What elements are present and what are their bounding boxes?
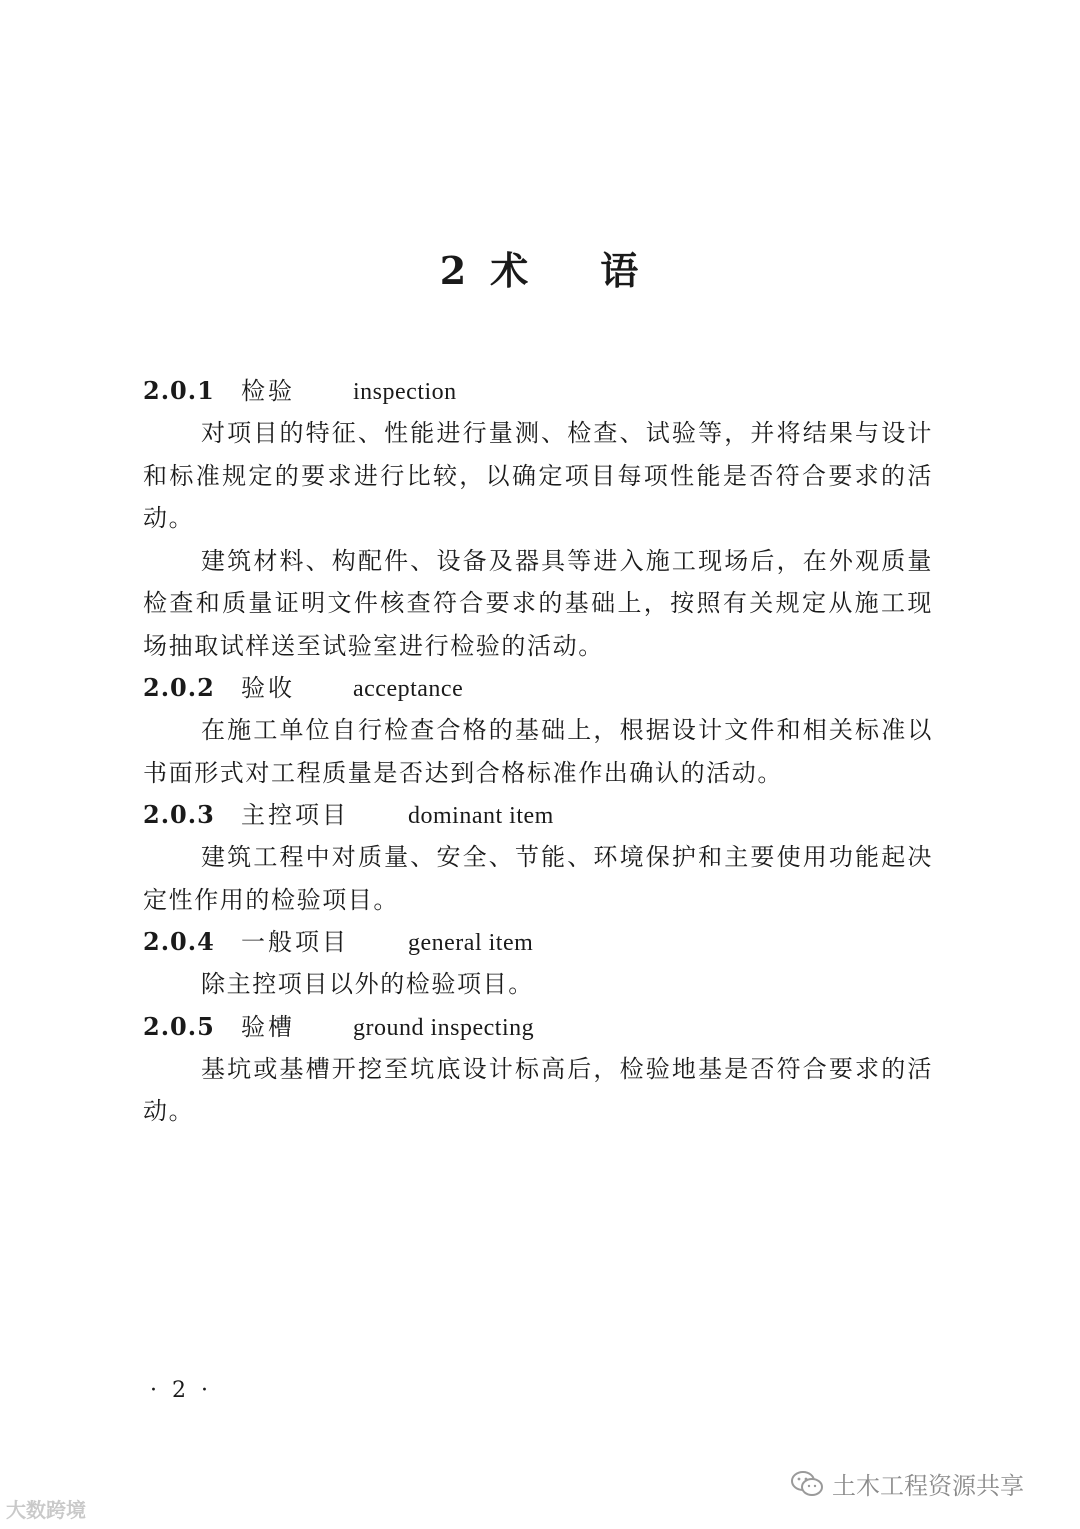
term-heading-2-0-3 [143,794,933,836]
chapter-title-part1: 术 [490,248,531,293]
term-code: 2.0.1 [143,376,215,405]
watermark-right-text: 土木工程资源共享 [832,1472,1024,1500]
term-english: dominant item [408,803,554,829]
wechat-icon [790,1470,824,1498]
page-number: · 2 · [150,1378,212,1403]
term-definition: 除主控项目以外的检验项目。 [201,970,534,998]
term-code: 2.0.4 [143,927,215,956]
term-english: inspection [353,379,457,405]
chapter-title [0,240,1080,295]
term-heading-2-0-4 [143,921,933,963]
term-chinese: 验收 [241,674,295,702]
term-chinese: 检验 [241,377,295,405]
watermark-right [790,1466,1024,1501]
term-code: 2.0.2 [143,673,215,702]
term-heading-2-0-1 [143,370,933,412]
term-english: ground inspecting [353,1014,535,1041]
watermark-left: 大数跨境 [6,1498,86,1522]
term-heading-2-0-2 [143,667,933,709]
term-heading-2-0-5 [143,1006,933,1048]
term-code: 2.0.5 [143,1011,215,1041]
term-chinese: 主控项目 [241,801,349,829]
chapter-number: 2 [439,248,469,293]
term-english: acceptance [353,676,464,702]
terms-section [143,370,933,1133]
term-english: general item [408,930,534,956]
term-definition: 建筑材料、构配件、设备及器具等进入施工现场后，在外观质量检查和质量证明文件核查符合要求的基础上，按照有关规定从施工现场抽取试样送至试验室进行检验的活动。 [143,546,933,660]
term-chinese: 一般项目 [241,928,349,956]
term-definition: 对项目的特征、性能进行量测、检查、试验等，并将结果与设计和标准规定的要求进行比较，以确定项目每项性能是否符合要求的活动。 [143,419,933,532]
term-code: 2.0.3 [143,800,215,829]
term-definition: 建筑工程中对质量、安全、节能、环境保护和主要使用功能起决定性作用的检验项目。 [143,843,933,914]
chapter-title-part2: 语 [600,248,641,293]
term-definition: 在施工单位自行检查合格的基础上，根据设计文件和相关标准以书面形式对工程质量是否达到合格标准作出确认的活动。 [143,716,933,787]
term-definition: 基坑或基槽开挖至坑底设计标高后，检验地基是否符合要求的活动。 [143,1054,933,1125]
term-chinese: 验槽 [241,1012,295,1041]
